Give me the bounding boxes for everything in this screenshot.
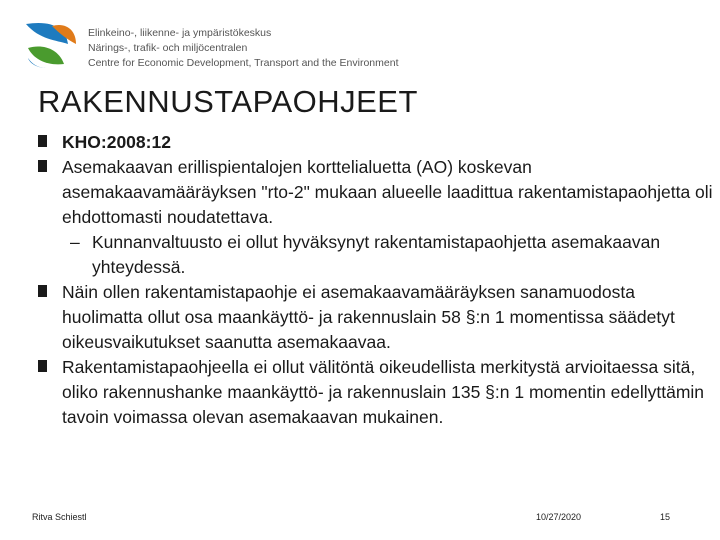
bullet-item [38, 280, 718, 355]
bullet-item [38, 355, 718, 430]
bullet-text: KHO:2008:12 [62, 132, 171, 152]
sub-bullet-text: Kunnanvaltuusto ei ollut hyväksynyt rakentamistapaohjetta asemakaavan yhteydessä. [92, 232, 661, 277]
sub-bullet-item [38, 230, 718, 280]
bullet-text: Asemakaavan erillispientalojen korttelialuetta (AO) koskevan asemakaavamääräyksen "rto-2" mukaan alueelle laadittua rakentamistapaohjetta oli ehdottomasti noudatettava. [62, 157, 713, 227]
bullet-square-icon [38, 160, 47, 172]
bullet-item [38, 130, 718, 155]
footer-page-number: 15 [660, 512, 671, 522]
footer-date: 10/27/2020 [536, 512, 582, 522]
bullet-item [38, 155, 718, 230]
organization-name [88, 26, 399, 71]
bullet-text: Rakentamistapaohjeella ei ollut välitöntä oikeudellista merkitystä arvioitaessa sitä, oliko rakennushanke maankäyttö- ja rakennuslain 135 §:n 1 momentin edellyttämin tavoin voimassa olevan asemakaavan mukainen. [62, 357, 705, 427]
slide-content [38, 130, 718, 430]
org-name-en: Centre for Economic Development, Transport and the Environment [88, 57, 399, 69]
dash-icon: – [70, 232, 80, 252]
org-name-fi: Elinkeino-, liikenne- ja ympäristökeskus [88, 27, 272, 39]
footer-author: Ritva Schiestl [32, 512, 87, 522]
bullet-square-icon [38, 135, 47, 147]
bullet-text: Näin ollen rakentamistapaohje ei asemakaavamääräyksen sanamuodosta huolimatta ollut osa maankäyttö- ja rakennuslain 58 §:n 1 momentissa säädetyt oikeusvaikutukset saanutta asemakaavaa. [62, 282, 675, 352]
slide-title: RAKENNUSTAPAOHJEET [38, 84, 418, 119]
ely-leaf-logo-icon [22, 18, 78, 70]
bullet-square-icon [38, 360, 47, 372]
org-name-sv: Närings-, trafik- och miljöcentralen [88, 42, 248, 54]
bullet-square-icon [38, 285, 47, 297]
